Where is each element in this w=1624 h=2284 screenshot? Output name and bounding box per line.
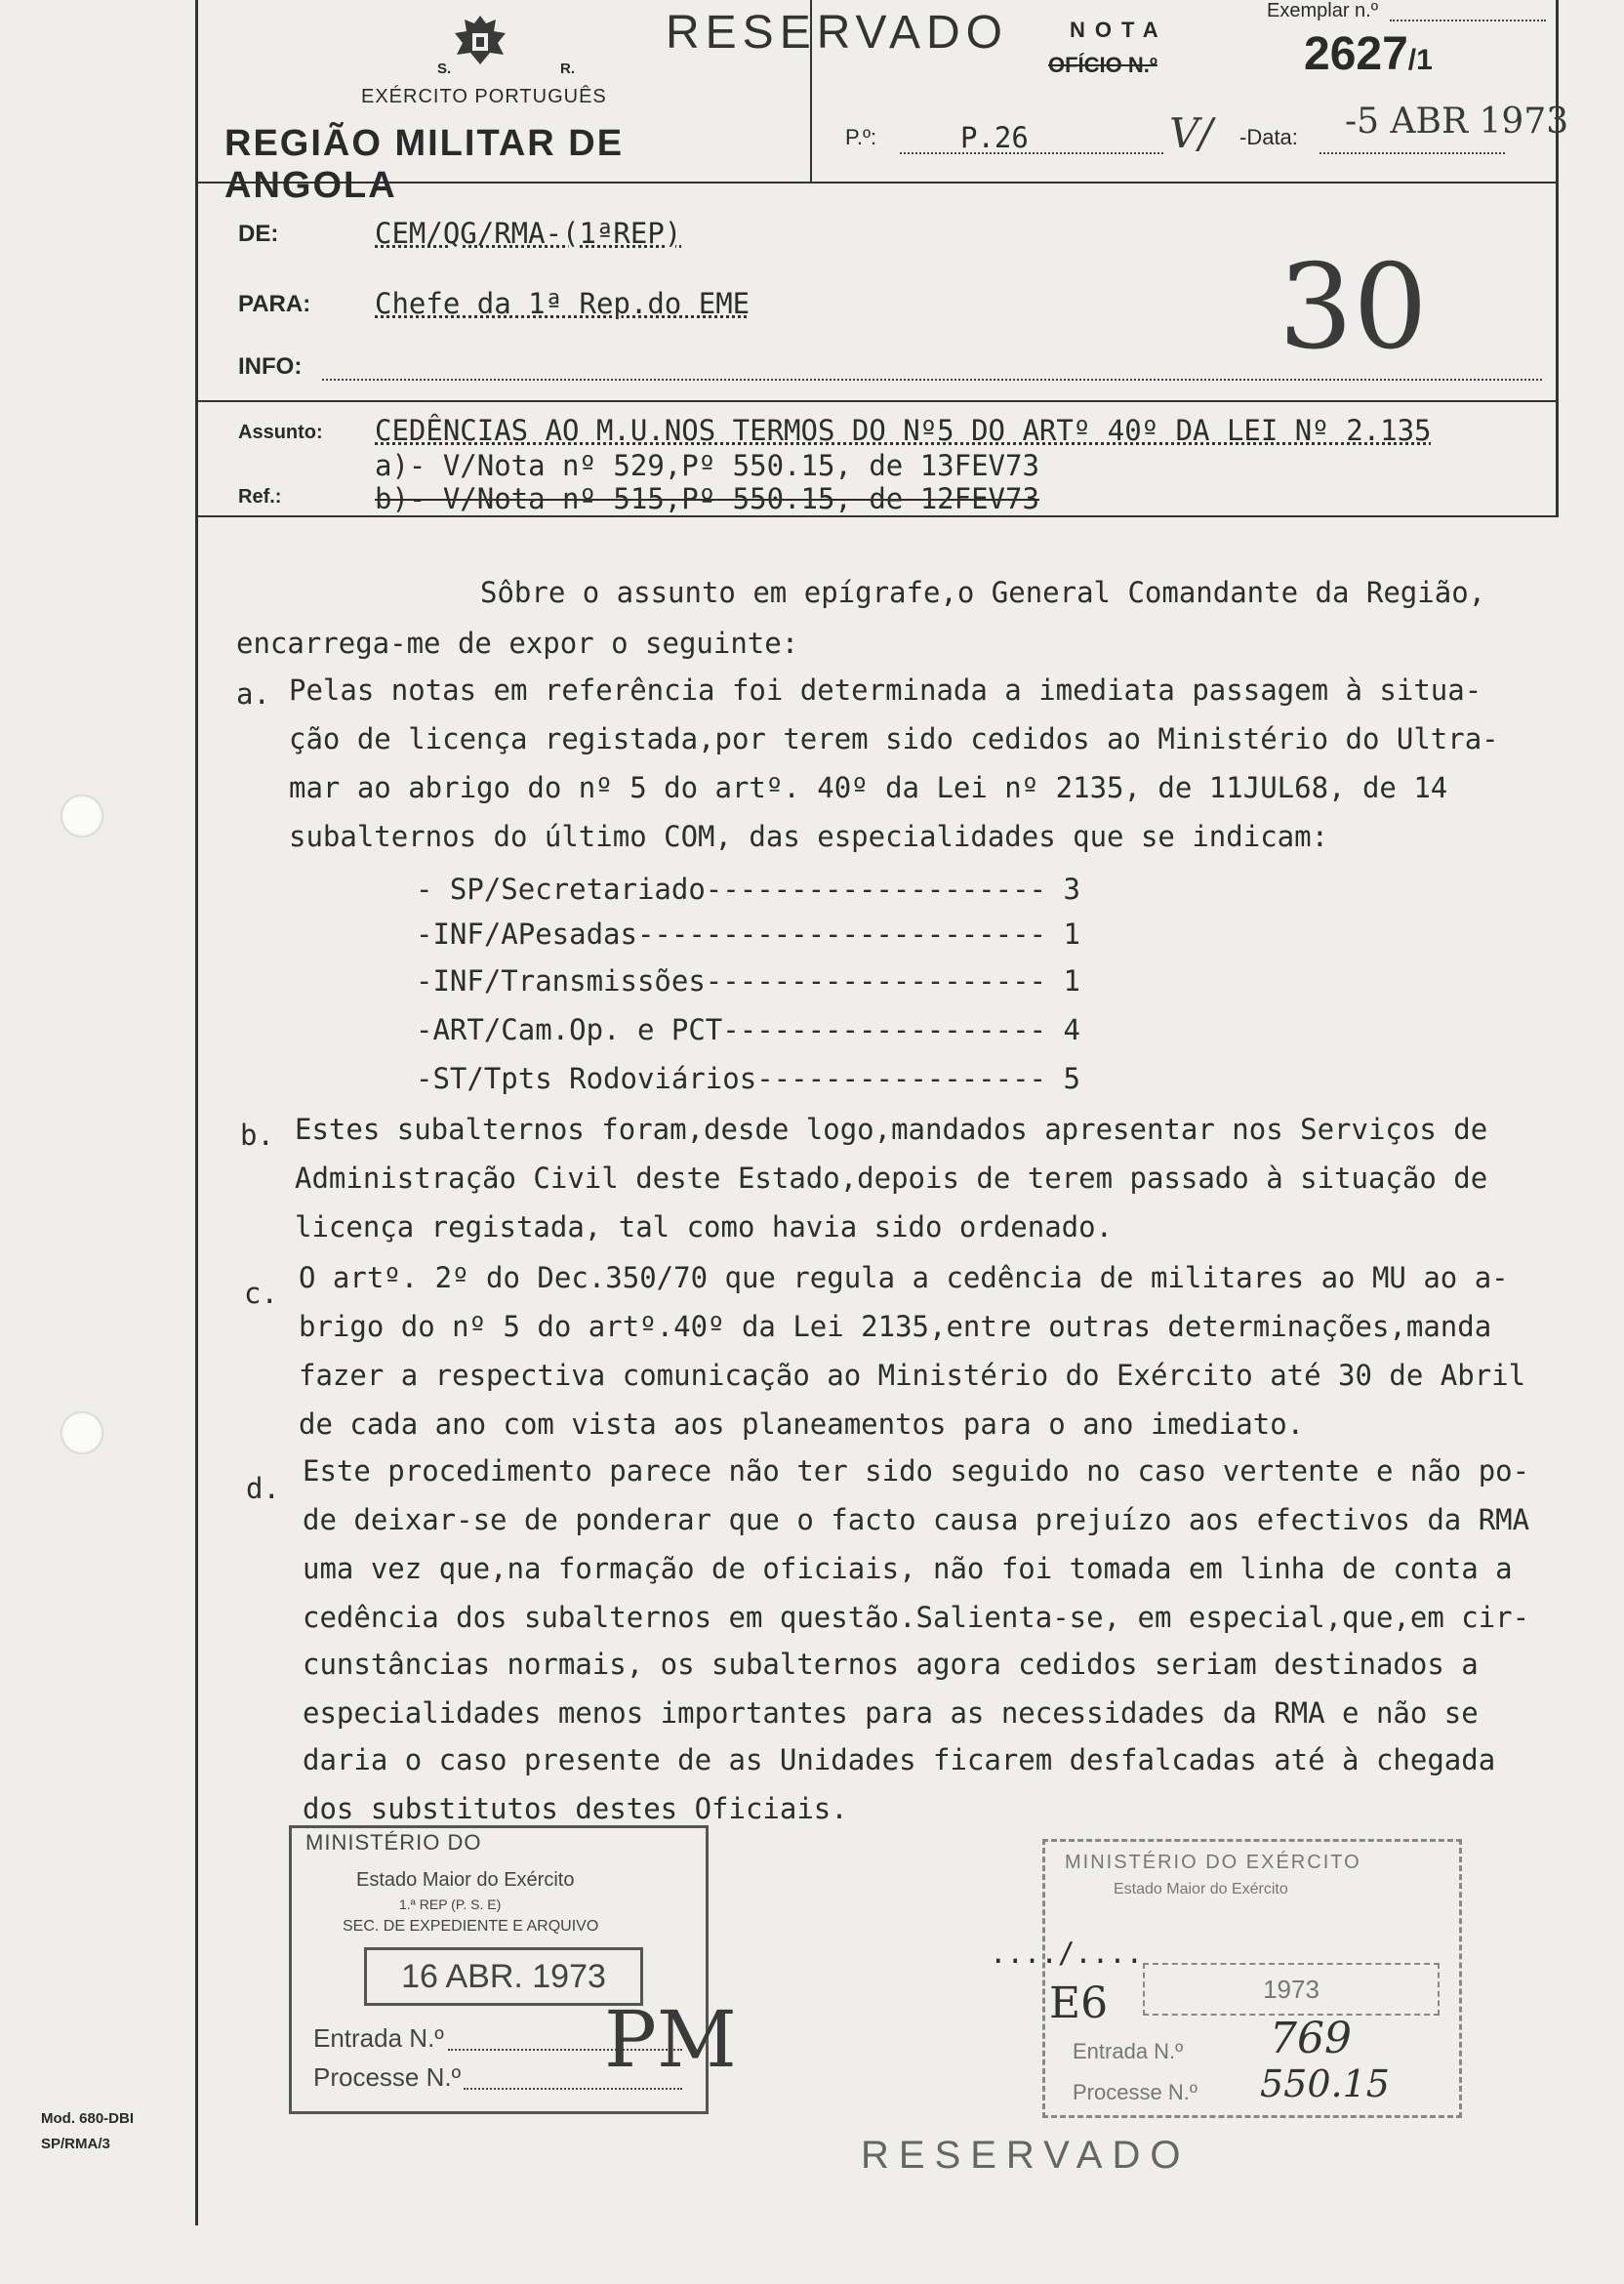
para-c-line: brigo do nº 5 do artº.40º da Lei 2135,entre outras determinações,manda bbox=[299, 1310, 1492, 1343]
specialty-name: -ART/Cam.Op. e PCT------------------- bbox=[416, 1013, 1047, 1046]
para-a bbox=[289, 673, 1558, 869]
specialty-name: -INF/Transmissões-------------------- bbox=[416, 964, 1047, 998]
stamp-left-processe: Processe N.º bbox=[313, 2062, 462, 2092]
stamp-left-processe-line bbox=[464, 2088, 682, 2090]
specialty-count: 1 bbox=[1063, 918, 1080, 951]
routing-divider bbox=[195, 400, 1558, 402]
handwritten-number: 30 bbox=[1279, 240, 1428, 376]
army-name: EXÉRCITO PORTUGUÊS bbox=[361, 86, 607, 107]
form-code-1: Mod. 680-DBI bbox=[41, 2110, 135, 2127]
para-a-line: ção de licença registada,por terem sido cedidos ao Ministério do Ultra- bbox=[289, 722, 1499, 755]
nota-label: NOTA bbox=[1070, 18, 1168, 42]
de-label: DE: bbox=[238, 221, 279, 247]
handwritten-check: V/ bbox=[1169, 109, 1213, 157]
classification-bottom: RESERVADO bbox=[861, 2134, 1191, 2177]
para-d-line: especialidades menos importantes para as necessidades da RMA e não se bbox=[303, 1696, 1479, 1730]
stamp-right-processe: Processe N.º bbox=[1073, 2080, 1198, 2104]
po-label: P.º: bbox=[845, 125, 877, 149]
assunto-value: CEDÊNCIAS AO M.U.NOS TERMOS DO Nº5 DO ARTº 40º DA LEI Nº 2.135 bbox=[375, 414, 1432, 447]
stamp-left-entrada: Entrada N.º bbox=[313, 2023, 444, 2053]
para-b-marker: b. bbox=[240, 1119, 274, 1152]
specialty-row bbox=[416, 1062, 1080, 1095]
oficio-label: OFÍCIO N.º bbox=[1048, 53, 1157, 77]
stamp-right-processe-value: 550.15 bbox=[1260, 2062, 1390, 2105]
specialty-count: 1 bbox=[1063, 964, 1080, 998]
para-c-marker: c. bbox=[244, 1277, 278, 1310]
stamp-right-entrada: Entrada N.º bbox=[1073, 2039, 1184, 2063]
stamp-right-code: E6 bbox=[1049, 1978, 1109, 2028]
left-margin-line bbox=[195, 0, 198, 2225]
para-a-line: subalternos do último COM, das especialidades que se indicam: bbox=[289, 820, 1329, 853]
subject-bottom-line bbox=[195, 515, 1558, 517]
ref-a: a)- V/Nota nº 529,Pº 550.15, de 13FEV73 bbox=[375, 449, 1039, 482]
exemplar-field-line bbox=[1390, 20, 1546, 21]
punch-hole bbox=[61, 1411, 103, 1454]
para-b-line: licença registada, tal como havia sido ordenado. bbox=[295, 1210, 1114, 1244]
para-d bbox=[303, 1454, 1562, 1845]
ref-label: Ref.: bbox=[238, 486, 282, 508]
stamp-right-prefix: ..../.... bbox=[990, 1937, 1144, 1970]
para-d-line: cunstâncias normais, os subalternos agora cedidos seriam destinados a bbox=[303, 1648, 1479, 1681]
exemplar-label: Exemplar n.º bbox=[1267, 0, 1379, 21]
specialty-name: - SP/Secretariado-------------------- bbox=[416, 873, 1047, 906]
para-d-marker: d. bbox=[246, 1472, 280, 1505]
stamp-left-line2: Estado Maior do Exército bbox=[356, 1869, 575, 1891]
para-d-line: Este procedimento parece não ter sido seguido no caso vertente e não po- bbox=[303, 1454, 1530, 1488]
date-label: -Data: bbox=[1239, 125, 1298, 149]
form-code-2: SP/RMA/3 bbox=[41, 2136, 110, 2152]
note-number-value: 2627 bbox=[1304, 28, 1408, 80]
region-title: REGIÃO MILITAR DE ANGOLA bbox=[224, 123, 625, 206]
stamp-left-line3: 1.ª REP (P. S. E) bbox=[399, 1897, 502, 1912]
classification-top: RESERVADO bbox=[666, 7, 1008, 59]
receipt-stamp-right bbox=[1042, 1839, 1462, 2118]
para-a-marker: a. bbox=[236, 677, 270, 711]
ref-b: b)- V/Nota nº 515,Pº 550.15, de 12FEV73 bbox=[375, 482, 1039, 515]
de-value: CEM/QG/RMA-(1ªREP) bbox=[375, 217, 682, 250]
specialty-row bbox=[416, 964, 1080, 998]
stamp-right-line1: MINISTÉRIO DO EXÉRCITO bbox=[1065, 1852, 1361, 1873]
specialty-count: 5 bbox=[1063, 1062, 1080, 1095]
punch-hole bbox=[61, 795, 103, 837]
para-d-line: daria o caso presente de as Unidades ficarem desfalcadas até à chegada bbox=[303, 1743, 1496, 1776]
specialty-row bbox=[416, 873, 1080, 906]
para-b-line: Estes subalternos foram,desde logo,mandados apresentar nos Serviços de bbox=[295, 1113, 1488, 1146]
specialty-row bbox=[416, 918, 1080, 951]
para-d-line: de deixar-se de ponderar que o facto causa prejuízo aos efectivos da RMA bbox=[303, 1503, 1530, 1536]
specialty-row bbox=[416, 1013, 1080, 1046]
intro-line-1: Sôbre o assunto em epígrafe,o General Comandante da Região, bbox=[480, 576, 1486, 609]
emblem-right-text: R. bbox=[560, 61, 575, 77]
specialty-count: 3 bbox=[1063, 873, 1080, 906]
receipt-stamp-left bbox=[289, 1825, 737, 2114]
para-a-line: mar ao abrigo do nº 5 do artº. 40º da Lei nº 2135, de 11JUL68, de 14 bbox=[289, 771, 1448, 804]
specialty-name: -INF/APesadas------------------------ bbox=[416, 918, 1047, 951]
stamp-right-entrada-value: 769 bbox=[1270, 2014, 1352, 2063]
date-stamp: -5 ABR 1973 bbox=[1345, 102, 1569, 142]
para-value: Chefe da 1ª Rep.do EME bbox=[375, 287, 751, 320]
coat-of-arms-icon bbox=[449, 12, 511, 70]
stamp-left-line4: SEC. DE EXPEDIENTE E ARQUIVO bbox=[343, 1918, 599, 1935]
note-number-suffix: /1 bbox=[1407, 44, 1433, 76]
specialty-count: 4 bbox=[1063, 1013, 1080, 1046]
info-field-line bbox=[322, 379, 1542, 381]
note-number bbox=[1304, 27, 1433, 81]
para-d-line: cedência dos subalternos em questão.Salienta-se, em especial,que,em cir- bbox=[303, 1601, 1530, 1634]
po-value: P.26 bbox=[960, 121, 1029, 154]
stamp-right-line2: Estado Maior do Exército bbox=[1114, 1881, 1288, 1897]
po-field-line bbox=[900, 152, 1163, 154]
para-b bbox=[295, 1113, 1554, 1259]
specialties-list bbox=[416, 873, 1157, 1107]
para-d-line: uma vez que,na formação de oficiais, não foi tomada em linha de conta a bbox=[303, 1552, 1513, 1585]
para-label: PARA: bbox=[238, 291, 311, 317]
stamp-right-date: 1973 bbox=[1143, 1963, 1440, 2016]
para-c-line: O artº. 2º do Dec.350/70 que regula a cedência de militares ao MU ao a- bbox=[299, 1261, 1509, 1294]
specialty-name: -ST/Tpts Rodoviários----------------- bbox=[416, 1062, 1047, 1095]
date-field-line bbox=[1320, 152, 1505, 154]
para-c bbox=[299, 1261, 1558, 1456]
stamp-left-date: 16 ABR. 1973 bbox=[364, 1947, 643, 2006]
right-border-line bbox=[1556, 0, 1559, 517]
stamp-left-initials: PM bbox=[604, 1994, 737, 2085]
assunto-label: Assunto: bbox=[238, 422, 323, 443]
para-c-line: fazer a respectiva comunicação ao Ministério do Exército até 30 de Abril bbox=[299, 1359, 1526, 1392]
para-d-line: dos substitutos destes Oficiais. bbox=[303, 1792, 848, 1825]
para-c-line: de cada ano com vista aos planeamentos para o ano imediato. bbox=[299, 1407, 1305, 1441]
stamp-left-line1: MINISTÉRIO DO bbox=[305, 1830, 482, 1855]
para-a-line: Pelas notas em referência foi determinada a imediata passagem à situa- bbox=[289, 673, 1482, 707]
intro-line-2: encarrega-me de expor o seguinte: bbox=[236, 627, 799, 660]
para-b-line: Administração Civil deste Estado,depois de terem passado à situação de bbox=[295, 1162, 1488, 1195]
emblem-left-text: S. bbox=[437, 61, 452, 77]
info-label: INFO: bbox=[238, 353, 303, 380]
